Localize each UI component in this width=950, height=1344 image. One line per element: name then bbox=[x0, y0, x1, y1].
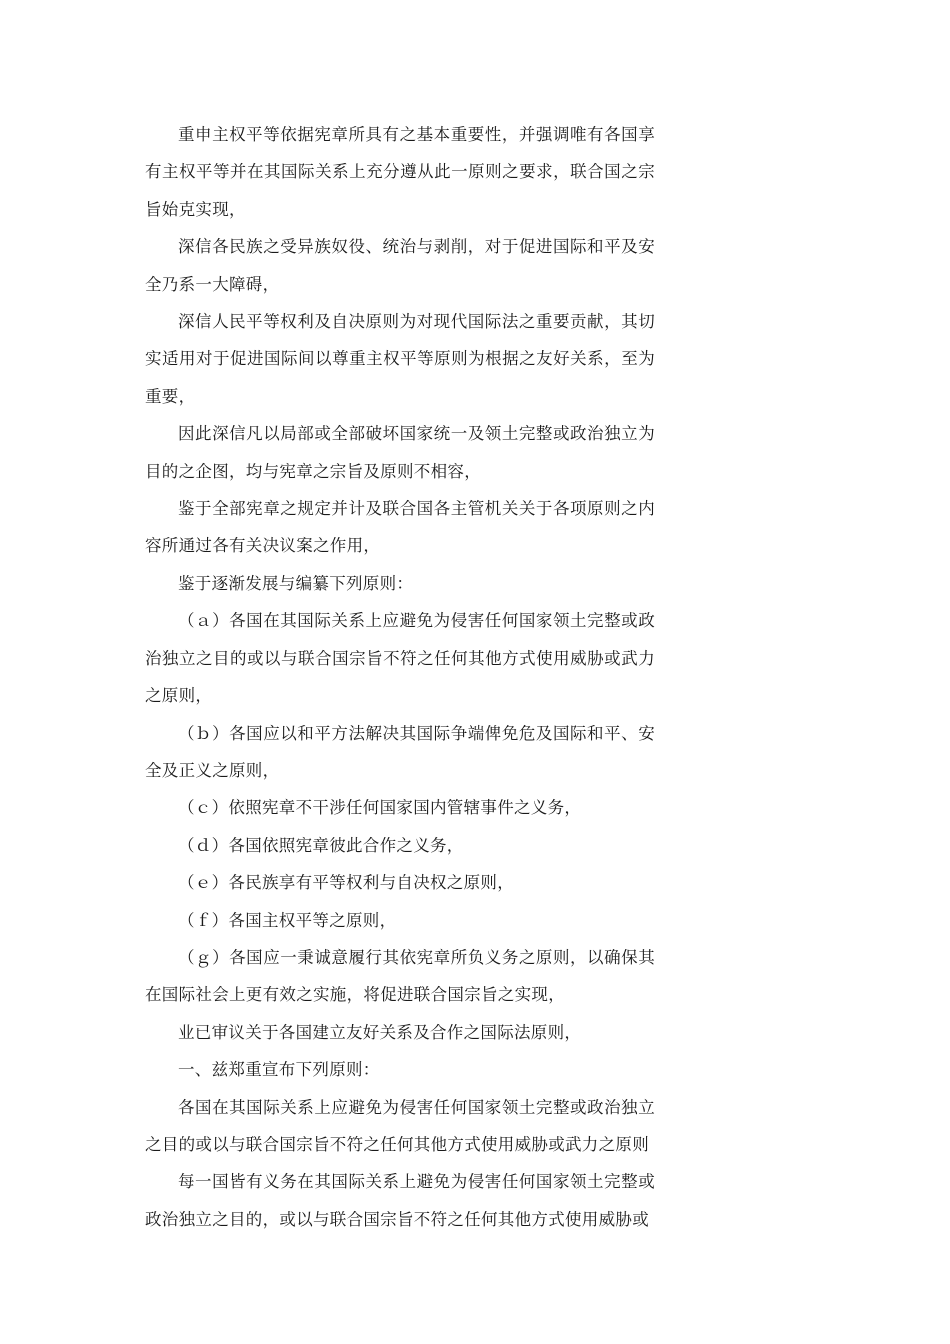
paragraph: 因此深信凡以局部或全部破坏国家统一及领土完整或政治独立为目的之企图，均与宪章之宗旨及原则不相容， bbox=[145, 424, 655, 481]
list-item: （ｇ）各国应一秉诚意履行其依宪章所负义务之原则，以确保其在国际社会上更有效之实施，将促进联合国宗旨之实现， bbox=[145, 947, 655, 1005]
paragraph: 每一国皆有义务在其国际关系上避免为侵害任何国家领土完整或政治独立之目的，或以与联合国宗旨不符之任何其他方式使用威胁或 bbox=[145, 1172, 655, 1229]
paragraph: 鉴于逐渐发展与编纂下列原则： bbox=[178, 573, 414, 593]
paragraph: 重申主权平等依据宪章所具有之基本重要性，并强调唯有各国享有主权平等并在其国际关系上充分遵从此一原则之要求，联合国之宗旨始克实现， bbox=[145, 125, 655, 219]
list-item: （ｃ）依照宪章不干涉任何国家国内管辖事件之义务， bbox=[178, 798, 582, 818]
list-item: （ｄ）各国依照宪章彼此合作之义务， bbox=[178, 835, 464, 855]
section-heading: 一、兹郑重宣布下列原则： bbox=[178, 1060, 380, 1080]
paragraph: 业已审议关于各国建立友好关系及合作之国际法原则， bbox=[178, 1022, 582, 1042]
paragraph: 深信各民族之受异族奴役、统治与剥削，对于促进国际和平及安全乃系一大障碍， bbox=[145, 237, 655, 294]
paragraph: 各国在其国际关系上应避免为侵害任何国家领土完整或政治独立之目的或以与联合国宗旨不符之任何其他方式使用威胁或武力之原则 bbox=[145, 1097, 655, 1154]
paragraph: 鉴于全部宪章之规定并计及联合国各主管机关关于各项原则之内容所通过各有关决议案之作用， bbox=[145, 499, 655, 556]
list-item: （ｂ）各国应以和平方法解决其国际争端俾免危及国际和平、安全及正义之原则， bbox=[145, 723, 655, 780]
list-item: （ａ）各国在其国际关系上应避免为侵害任何国家领土完整或政治独立之目的或以与联合国宗旨不符之任何其他方式使用威胁或武力之原则， bbox=[145, 611, 655, 706]
document-body bbox=[145, 116, 655, 1238]
list-item: （ｆ）各国主权平等之原则， bbox=[178, 910, 397, 930]
paragraph: 深信人民平等权利及自决原则为对现代国际法之重要贡献，其切实适用对于促进国际间以尊重主权平等原则为根据之友好关系，至为重要， bbox=[145, 312, 655, 406]
list-item: （ｅ）各民族享有平等权利与自决权之原则， bbox=[178, 873, 514, 893]
